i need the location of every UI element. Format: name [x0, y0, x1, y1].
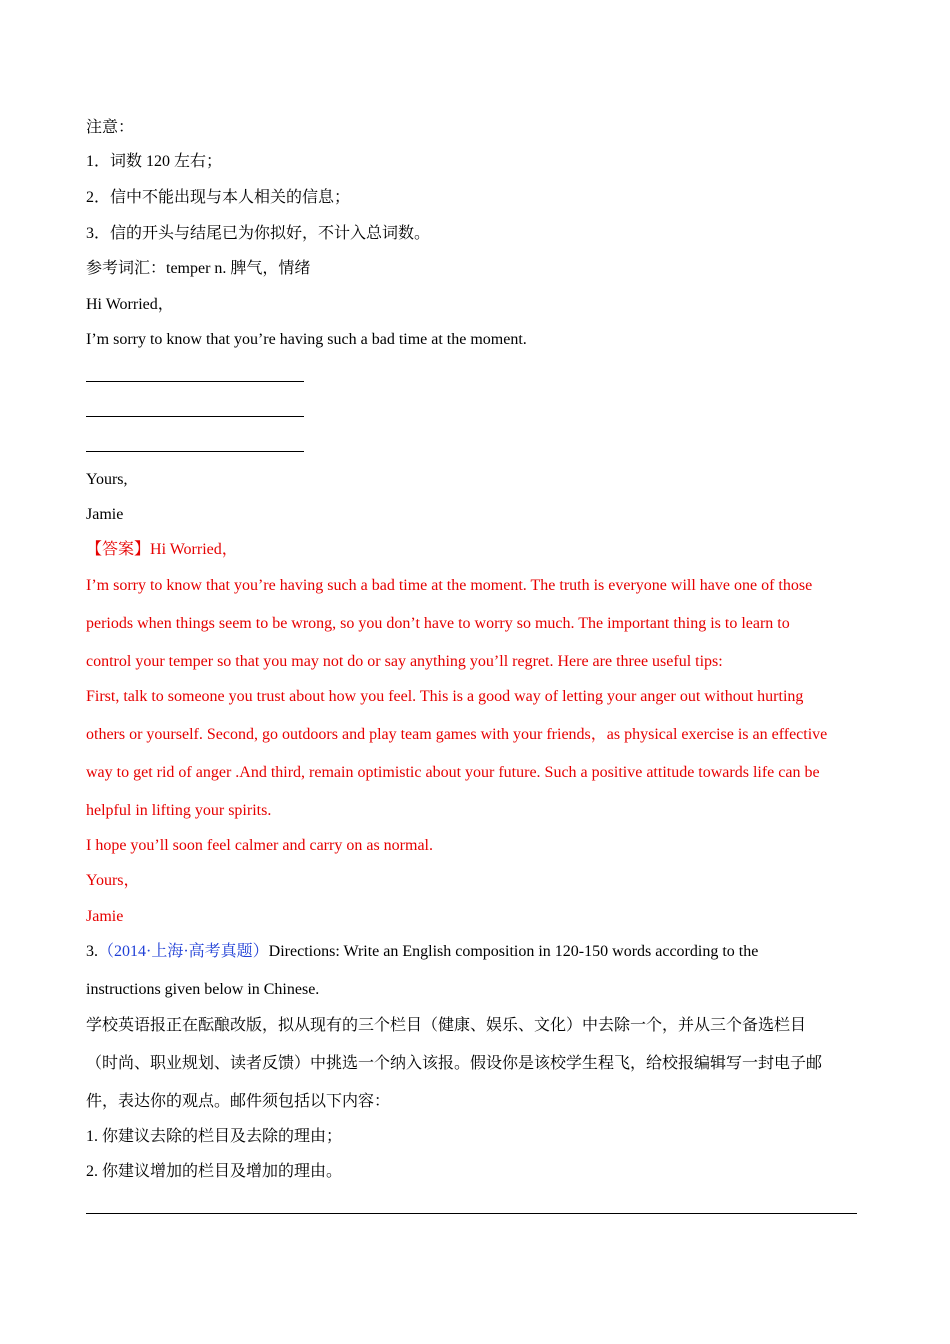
notes-heading: 注意：: [86, 119, 135, 136]
question-cn-line-3: 件，表达你的观点。邮件须包括以下内容：: [86, 1093, 391, 1110]
answer-line-7: helpful in lifting your spirits.: [86, 802, 272, 819]
answer-greeting: Hi Worried，: [150, 541, 238, 558]
answer-line-8: I hope you’ll soon feel calmer and carry on as normal.: [86, 837, 433, 854]
vocab-reference: 参考词汇：temper n. 脾气，情绪: [86, 260, 311, 277]
letter-greeting: Hi Worried，: [86, 296, 174, 313]
requirement-1: 1. 你建议去除的栏目及去除的理由；: [86, 1128, 343, 1145]
letter-opening: I’m sorry to know that you’re having such a bad time at the moment.: [86, 331, 527, 348]
answer-label: 【答案】: [86, 541, 151, 558]
answer-header: [86, 540, 238, 560]
answer-line-5: others or yourself. Second, go outdoors and play team games with your friends，as physical exercise is an effective: [86, 726, 828, 743]
answer-closing: Yours，: [86, 872, 140, 889]
question-source: （2014·上海·高考真题）: [98, 943, 269, 960]
writing-blank-line-3: [86, 451, 304, 452]
answer-writing-line: [86, 1213, 857, 1214]
question-directions-line-2: instructions given below in Chinese.: [86, 981, 320, 998]
note-item-2: 2．信中不能出现与本人相关的信息；: [86, 189, 351, 206]
writing-blank-line-1: [86, 381, 304, 382]
answer-line-3: control your temper so that you may not do or say anything you’ll regret. Here are three useful tips:: [86, 653, 723, 670]
answer-line-6: way to get rid of anger .And third, remain optimistic about your future. Such a positive attitude towards life can be: [86, 764, 820, 781]
question-cn-line-2: （时尚、职业规划、读者反馈）中挑选一个纳入该报。假设你是该校学生程飞，给校报编辑写一封电子邮: [86, 1055, 823, 1072]
requirement-2: 2. 你建议增加的栏目及增加的理由。: [86, 1163, 343, 1180]
note-item-1: 1．词数 120 左右；: [86, 153, 223, 170]
letter-signature: Jamie: [86, 506, 124, 523]
answer-line-4: First, talk to someone you trust about how you feel. This is a good way of letting your anger out without hurting: [86, 688, 804, 705]
question-directions-line-1: Directions: Write an English composition in 120-150 words according to the: [268, 943, 759, 960]
writing-blank-line-2: [86, 416, 304, 417]
question-3-header: [86, 942, 758, 962]
answer-signature: Jamie: [86, 908, 124, 925]
answer-line-1: I’m sorry to know that you’re having such a bad time at the moment. The truth is everyone will have one of those: [86, 577, 813, 594]
answer-line-2: periods when things seem to be wrong, so you don’t have to worry so much. The important thing is to learn to: [86, 615, 790, 632]
question-number: 3.: [86, 943, 98, 960]
question-cn-line-1: 学校英语报正在酝酿改版，拟从现有的三个栏目（健康、娱乐、文化）中去除一个，并从三个备选栏目: [86, 1017, 807, 1034]
note-item-3: 3．信的开头与结尾已为你拟好，不计入总词数。: [86, 225, 431, 242]
letter-closing: Yours,: [86, 471, 128, 488]
